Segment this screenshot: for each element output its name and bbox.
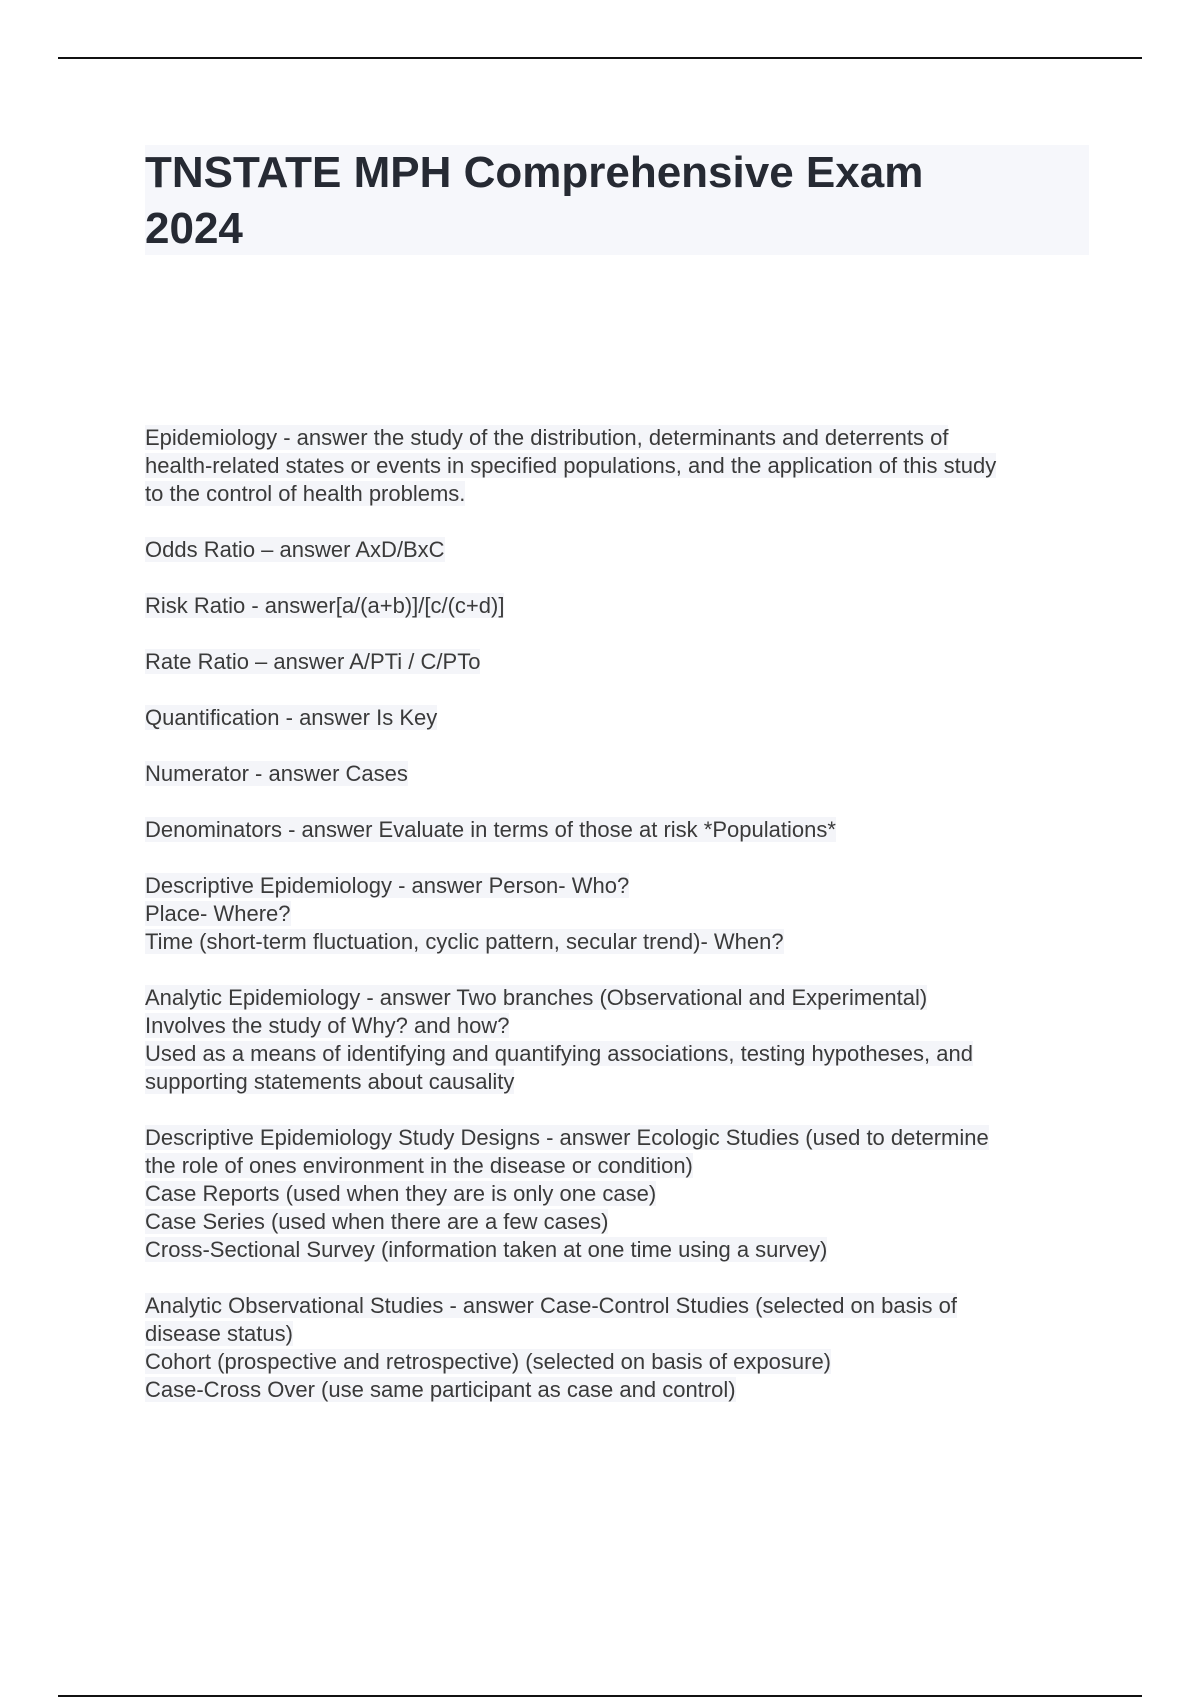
entry-line: Time (short-term fluctuation, cyclic pattern, secular trend)- When?: [145, 929, 784, 954]
entry-line: Epidemiology - answer the study of the distribution, determinants and deterrents of: [145, 425, 949, 450]
entry-analytic-epidemiology: [145, 984, 1085, 1096]
entry-line: Used as a means of identifying and quantifying associations, testing hypotheses, and: [145, 1041, 973, 1066]
document-body: [145, 424, 1085, 1432]
entry-line: Analytic Epidemiology - answer Two branches (Observational and Experimental): [145, 985, 928, 1010]
entry-line: disease status): [145, 1321, 293, 1346]
entry-line: Case Series (used when there are a few cases): [145, 1209, 609, 1234]
bottom-rule: [58, 1695, 1142, 1697]
entry-line: Cohort (prospective and retrospective) (selected on basis of exposure): [145, 1349, 832, 1374]
entry-line: Cross-Sectional Survey (information taken at one time using a survey): [145, 1237, 828, 1262]
entry-descriptive-epidemiology: [145, 872, 1085, 956]
entry-numerator: [145, 760, 1085, 788]
title-block: [145, 145, 1089, 255]
entry-quantification: [145, 704, 1085, 732]
entry-line: the role of ones environment in the disease or condition): [145, 1153, 693, 1178]
entry-line: Descriptive Epidemiology Study Designs - answer Ecologic Studies (used to determine: [145, 1125, 989, 1150]
entry-analytic-observational-studies: [145, 1292, 1085, 1404]
entry-line: Case Reports (used when they are is only one case): [145, 1181, 657, 1206]
entry-line: Place- Where?: [145, 901, 291, 926]
entry-odds-ratio: [145, 536, 1085, 564]
entry-descriptive-study-designs: [145, 1124, 1085, 1264]
entry-risk-ratio: [145, 592, 1085, 620]
entry-line: Numerator - answer Cases: [145, 761, 408, 786]
entry-denominators: [145, 816, 1085, 844]
entry-rate-ratio: [145, 648, 1085, 676]
document-title: [145, 145, 1089, 257]
document-title-line-2: 2024: [145, 204, 243, 253]
entry-line: Rate Ratio – answer A/PTi / C/PTo: [145, 649, 481, 674]
document-title-line-1: TNSTATE MPH Comprehensive Exam: [145, 148, 924, 197]
entry-line: Odds Ratio – answer AxD/BxC: [145, 537, 445, 562]
entry-line: health-related states or events in specified populations, and the application of this study: [145, 453, 997, 478]
entry-line: Quantification - answer Is Key: [145, 705, 438, 730]
entry-line: Case-Cross Over (use same participant as case and control): [145, 1377, 736, 1402]
entry-line: supporting statements about causality: [145, 1069, 515, 1094]
entry-line: Denominators - answer Evaluate in terms of those at risk *Populations*: [145, 817, 836, 842]
entry-line: Analytic Observational Studies - answer Case-Control Studies (selected on basis of: [145, 1293, 957, 1318]
top-rule: [58, 57, 1142, 59]
entry-line: Involves the study of Why? and how?: [145, 1013, 510, 1038]
entry-line: Risk Ratio - answer[a/(a+b)]/[c/(c+d)]: [145, 593, 505, 618]
entry-line: Descriptive Epidemiology - answer Person- Who?: [145, 873, 630, 898]
entry-line: to the control of health problems.: [145, 481, 466, 506]
entry-epidemiology: [145, 424, 1085, 508]
